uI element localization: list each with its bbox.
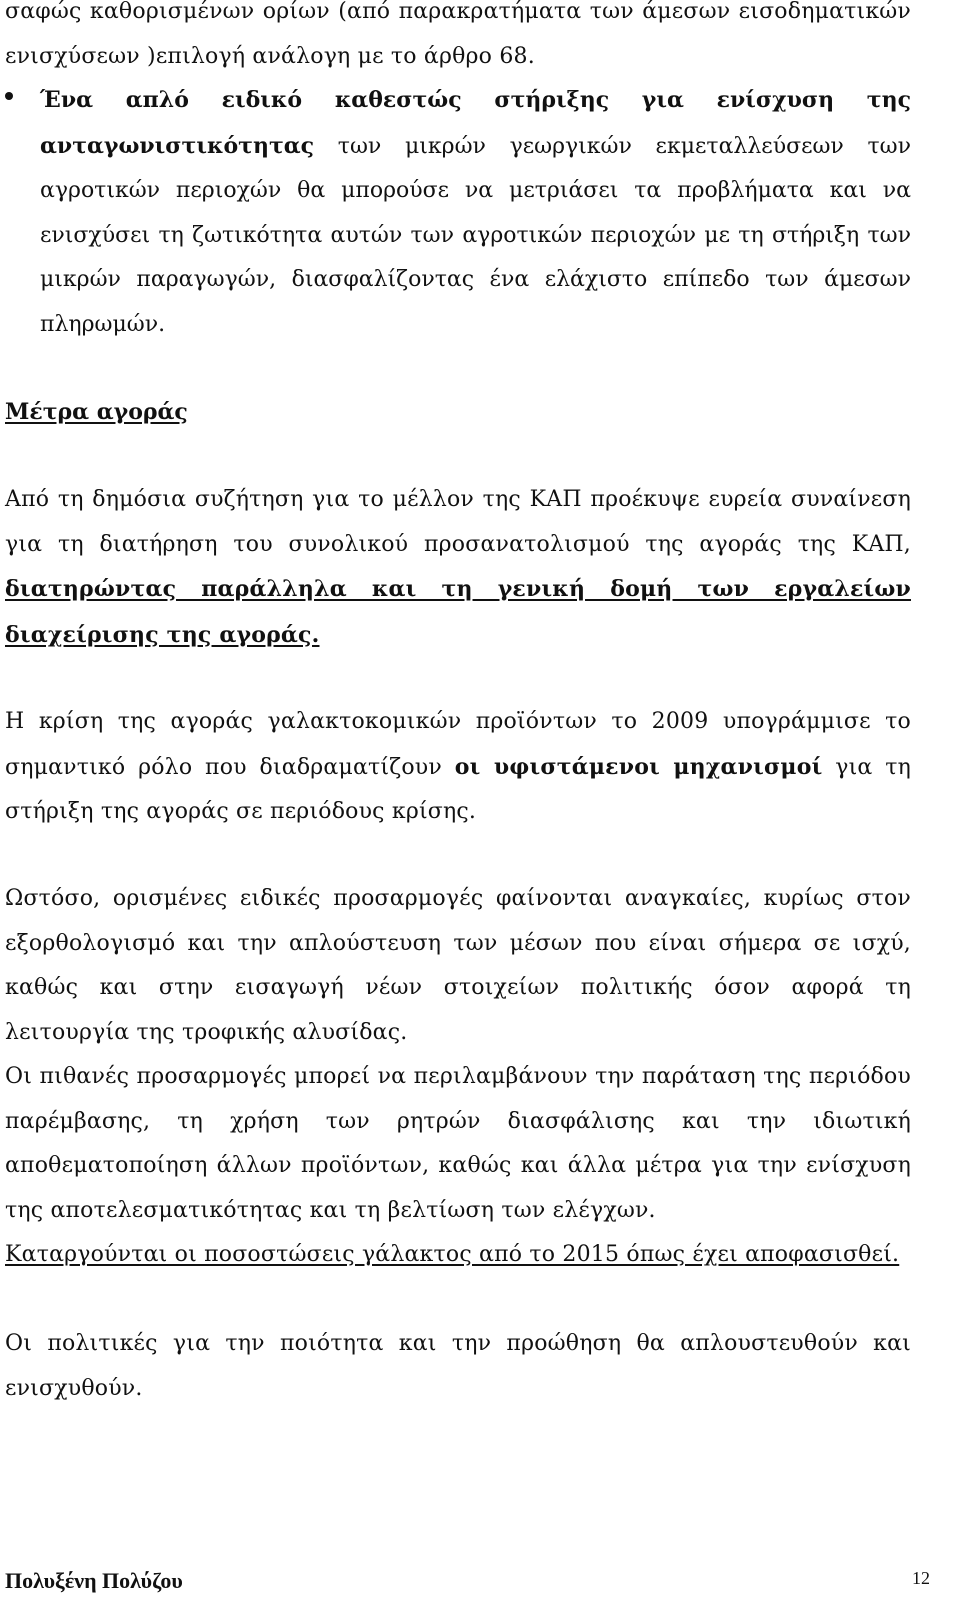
paragraph-text: Η κρίση της αγοράς γαλακτοκομικών προϊόντων το 2009 υπογράμμισε το σημαντικό ρόλο που διαδραματίζουν <box>5 709 911 780</box>
paragraph-possible-adjustments: Οι πιθανές προσαρμογές μπορεί να περιλαμβάνουν την παράταση της περιόδου παρέμβασης, τη χρήση των ρητρών διασφάλισης και την ιδιωτική αποθεματοποίηση άλλων προϊόντων, καθώς και άλλα μέτρα για την ενίσχυση της αποτελεσματικότητας και τη βελτίωση των ελέγχων. <box>5 1064 911 1223</box>
bullet-bold-lead: Ένα απλό ειδικό καθεστώς στήριξης για ενίσχυση της ανταγωνιστικότητας <box>40 87 911 159</box>
paragraph-market-consensus <box>5 478 911 658</box>
paragraph-quality-policies: Οι πολιτικές για την ποιότητα και την προώθηση θα απλουστευθούν και ενισχυθούν. <box>5 1331 911 1401</box>
footer-author: Πολυξένη Πολύζου <box>5 1568 183 1593</box>
bullet-icon <box>5 92 13 100</box>
bold-text: οι υφιστάμενοι μηχανισμοί <box>454 753 823 780</box>
bullet-text: των μικρών γεωργικών εκμεταλλεύσεων των αγροτικών περιοχών θα μπορούσε να μετριάσει τα προβλήματα και να ενισχύσει τη ζωτικότητα αυτών των αγροτικών περιοχών με τη στήριξη των μικρών παραγωγών, διασφαλίζοντας ένα ελάχιστο επίπεδο των άμεσων πληρωμών. <box>40 133 911 337</box>
paragraph-milk-quotas <box>5 1233 911 1278</box>
paragraph-text: Από τη δημόσια συζήτηση για το μέλλον της ΚΑΠ προέκυψε ευρεία συναίνεση για τη διατήρηση του συνολικού προσανατολισμού της αγοράς της ΚΑΠ, <box>5 487 911 557</box>
bullet-paragraph <box>40 78 911 347</box>
paragraph-text: για τη στήριξη της αγοράς σε περιόδους κρίσης. <box>5 754 911 824</box>
page-number: 12 <box>912 1568 930 1588</box>
paragraph-adjustments: Ωστόσο, ορισμένες ειδικές προσαρμογές φαίνονται αναγκαίες, κυρίως στον εξορθολογισμό και την απλούστευση των μέσων που είναι σήμερα σε ισχύ, καθώς και στην εισαγωγή νέων στοιχείων πολιτικής όσον αφορά τη λειτουργία της τροφικής αλυσίδας. <box>5 886 911 1045</box>
section-heading: Μέτρα αγοράς <box>5 399 188 425</box>
underlined-text: Καταργούνται οι ποσοστώσεις γάλακτος από το 2015 όπως έχει αποφασισθεί. <box>5 1242 900 1267</box>
paragraph-continued: σαφώς καθορισμένων ορίων (από παρακρατήματα των άμεσων εισοδηματικών ενισχύσεων )επιλογή ανάλογη με το άρθρο 68. <box>5 0 911 69</box>
paragraph-dairy-crisis <box>5 700 911 835</box>
bold-underlined-text: διατηρώντας παράλληλα και τη γενική δομή των εργαλείων διαχείρισης της αγοράς. <box>5 576 911 648</box>
